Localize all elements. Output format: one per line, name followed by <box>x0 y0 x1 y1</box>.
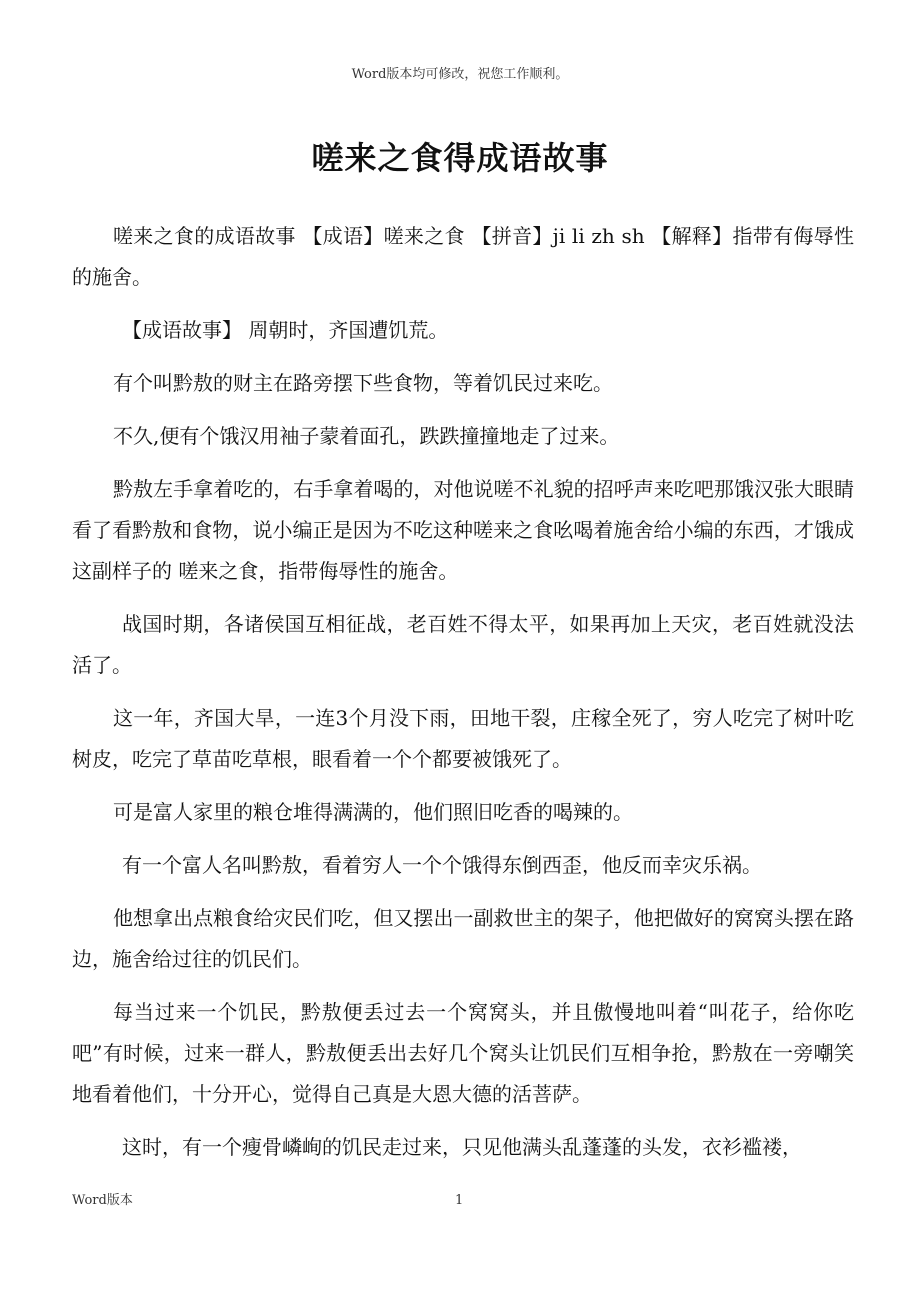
paragraph: 黔敖左手拿着吃的，右手拿着喝的，对他说嗟不礼貌的招呼声来吃吧那饿汉张大眼睛看了看黔敖和食物，说小编正是因为不吃这种嗟来之食吆喝着施舍给小编的东西，才饿成这副样子的 嗟来之食，指带侮辱性的施舍。 <box>72 477 854 583</box>
paragraph: 每当过来一个饥民，黔敖便丢过去一个窝窝头，并且傲慢地叫着“叫花子，给你吃吧”有时候，过来一群人，黔敖便丢出去好几个窝头让饥民们互相争抢，黔敖在一旁嘲笑地看着他们，十分开心，觉得自己真是大恩大德的活菩萨。 <box>72 1000 854 1106</box>
paragraph: 有一个富人名叫黔敖，看着穷人一个个饿得东倒西歪，他反而幸灾乐祸。 <box>122 853 762 877</box>
paragraph: 他想拿出点粮食给灾民们吃，但又摆出一副救世主的架子，他把做好的窝窝头摆在路边，施舍给过往的饥民们。 <box>72 906 854 971</box>
paragraph: 嗟来之食的成语故事 【成语】嗟来之食 【拼音】ji li zh sh 【解释】指带有侮辱性的施舍。 <box>72 224 854 289</box>
paragraph: 【成语故事】 周朝时，齐国遭饥荒。 <box>122 318 449 342</box>
paragraph: 这一年，齐国大旱，一连3个月没下雨，田地干裂，庄稼全死了，穷人吃完了树叶吃树皮，吃完了草苗吃草根，眼看着一个个都要被饿死了。 <box>72 706 854 771</box>
page-footer-label: Word版本 <box>72 1193 133 1208</box>
document-title: 嗟来之食得成语故事 <box>311 139 609 177</box>
paragraph: 有个叫黔敖的财主在路旁摆下些食物，等着饥民过来吃。 <box>113 371 613 395</box>
page-header: Word版本均可修改，祝您工作顺利。 <box>351 67 569 82</box>
paragraph: 可是富人家里的粮仓堆得满满的，他们照旧吃香的喝辣的。 <box>113 800 633 824</box>
paragraph: 战国时期，各诸侯国互相征战，老百姓不得太平，如果再加上天灾，老百姓就没法活了。 <box>72 612 854 677</box>
paragraph: 这时，有一个瘦骨嶙峋的饥民走过来，只见他满头乱蓬蓬的头发，衣衫褴褛， <box>122 1135 802 1159</box>
document-body <box>72 216 854 1180</box>
page-number: 1 <box>455 1193 464 1208</box>
paragraph: 不久,便有个饿汉用袖子蒙着面孔，跌跌撞撞地走了过来。 <box>113 424 620 448</box>
